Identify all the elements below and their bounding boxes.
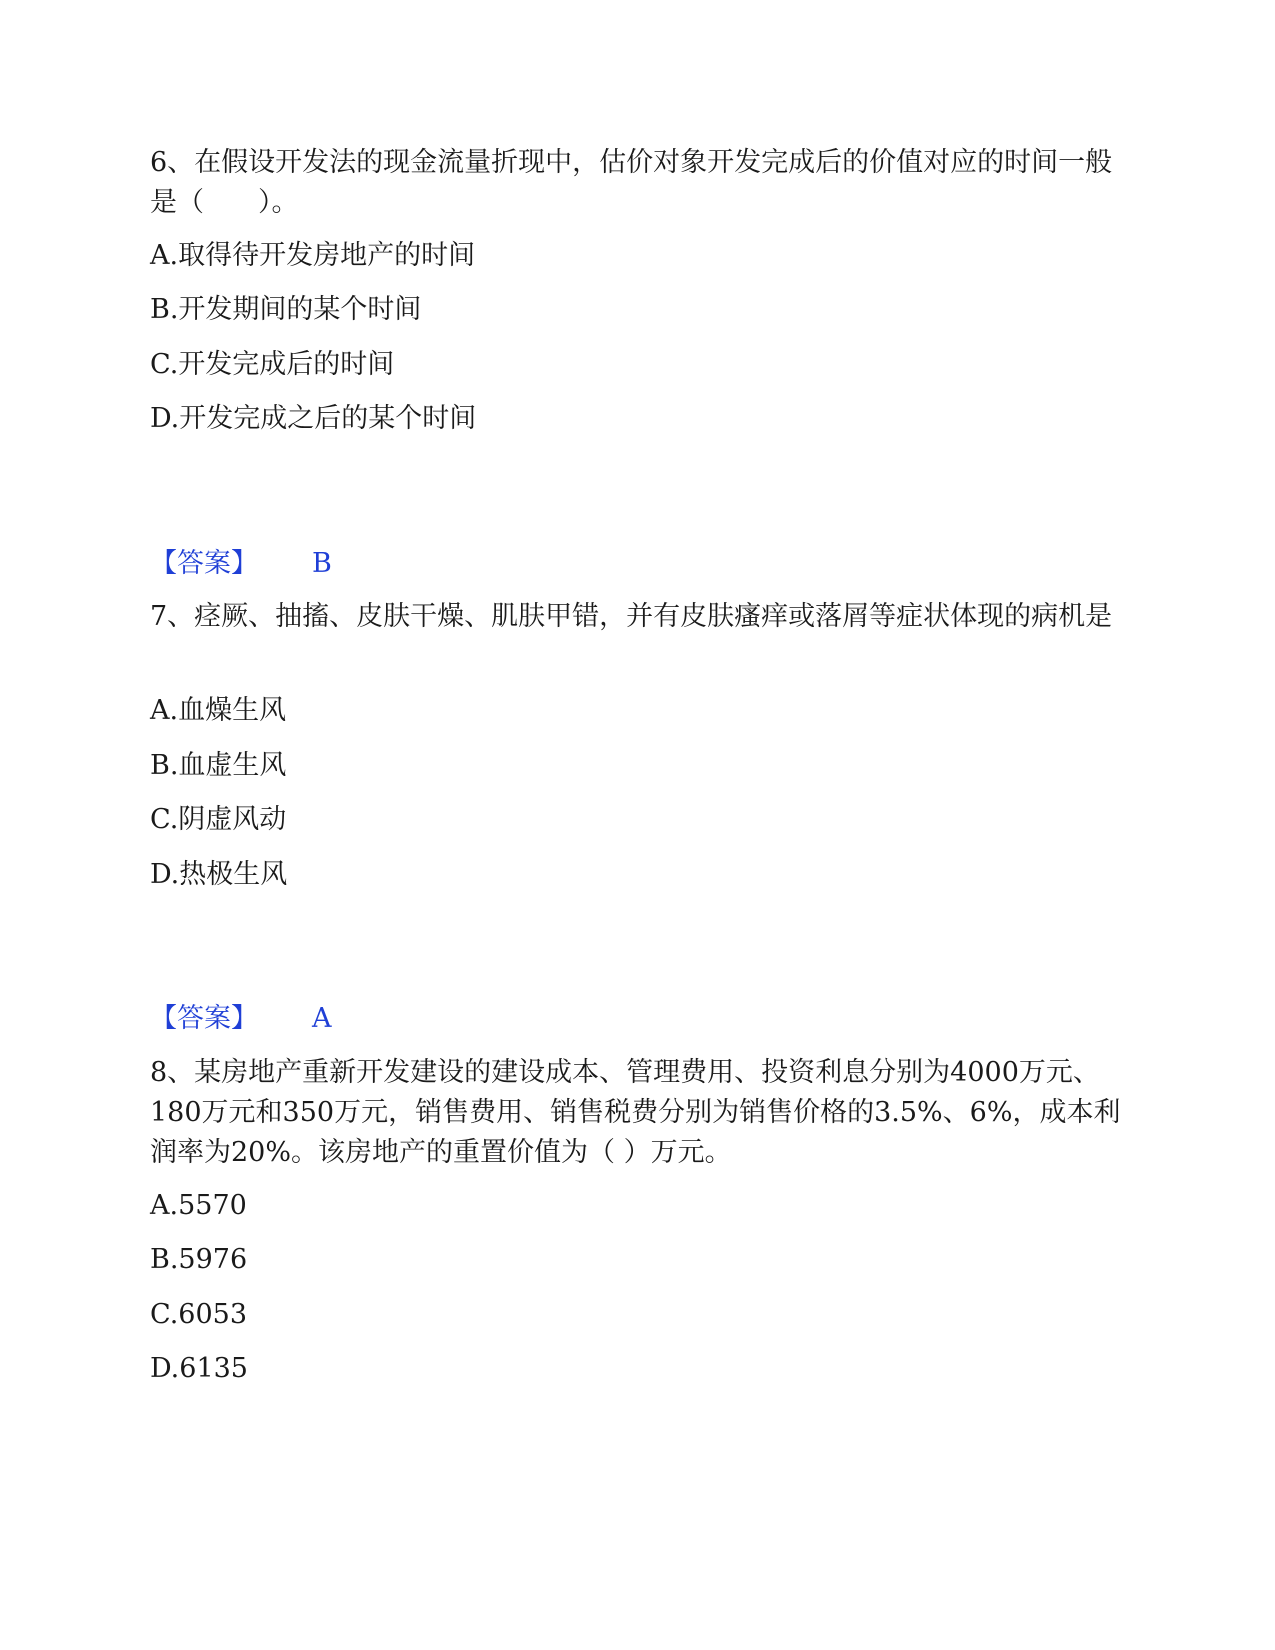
answer-label: 【答案】 <box>150 1003 258 1034</box>
question-7-option-b: B.血虚生风 <box>150 750 287 781</box>
question-8-option-a: A.5570 <box>150 1190 247 1221</box>
question-7-option-a: A.血燥生风 <box>150 695 287 726</box>
question-7-option-d: D.热极生风 <box>150 859 288 890</box>
question-8-option-d: D.6135 <box>150 1353 248 1384</box>
question-7-answer <box>150 999 332 1039</box>
question-6-answer <box>150 544 332 584</box>
question-6-option-c: C.开发完成后的时间 <box>150 349 395 380</box>
question-6-stem: 6、在假设开发法的现金流量折现中，估价对象开发完成后的价值对应的时间一般是（ ）。 <box>150 147 1113 218</box>
question-7-option-c: C.阴虚风动 <box>150 804 287 835</box>
question-8-stem: 8、某房地产重新开发建设的建设成本、管理费用、投资利息分别为4000万元、180万元和350万元，销售费用、销售税费分别为销售价格的3.5%、6%，成本利润率为20%。该房地产的重置价值为（ ）万元。 <box>150 1057 1121 1168</box>
answer-value: B <box>312 548 332 579</box>
answer-label: 【答案】 <box>150 548 258 579</box>
question-8-option-c: C.6053 <box>150 1299 247 1330</box>
question-6-option-b: B.开发期间的某个时间 <box>150 294 422 325</box>
answer-value: A <box>312 1003 332 1034</box>
question-8-option-b: B.5976 <box>150 1244 248 1275</box>
question-6-option-a: A.取得待开发房地产的时间 <box>150 240 476 271</box>
question-6-option-d: D.开发完成之后的某个时间 <box>150 403 477 434</box>
question-7-stem: 7、痉厥、抽搐、皮肤干燥、肌肤甲错，并有皮肤瘙痒或落屑等症状体现的病机是 <box>150 601 1113 632</box>
